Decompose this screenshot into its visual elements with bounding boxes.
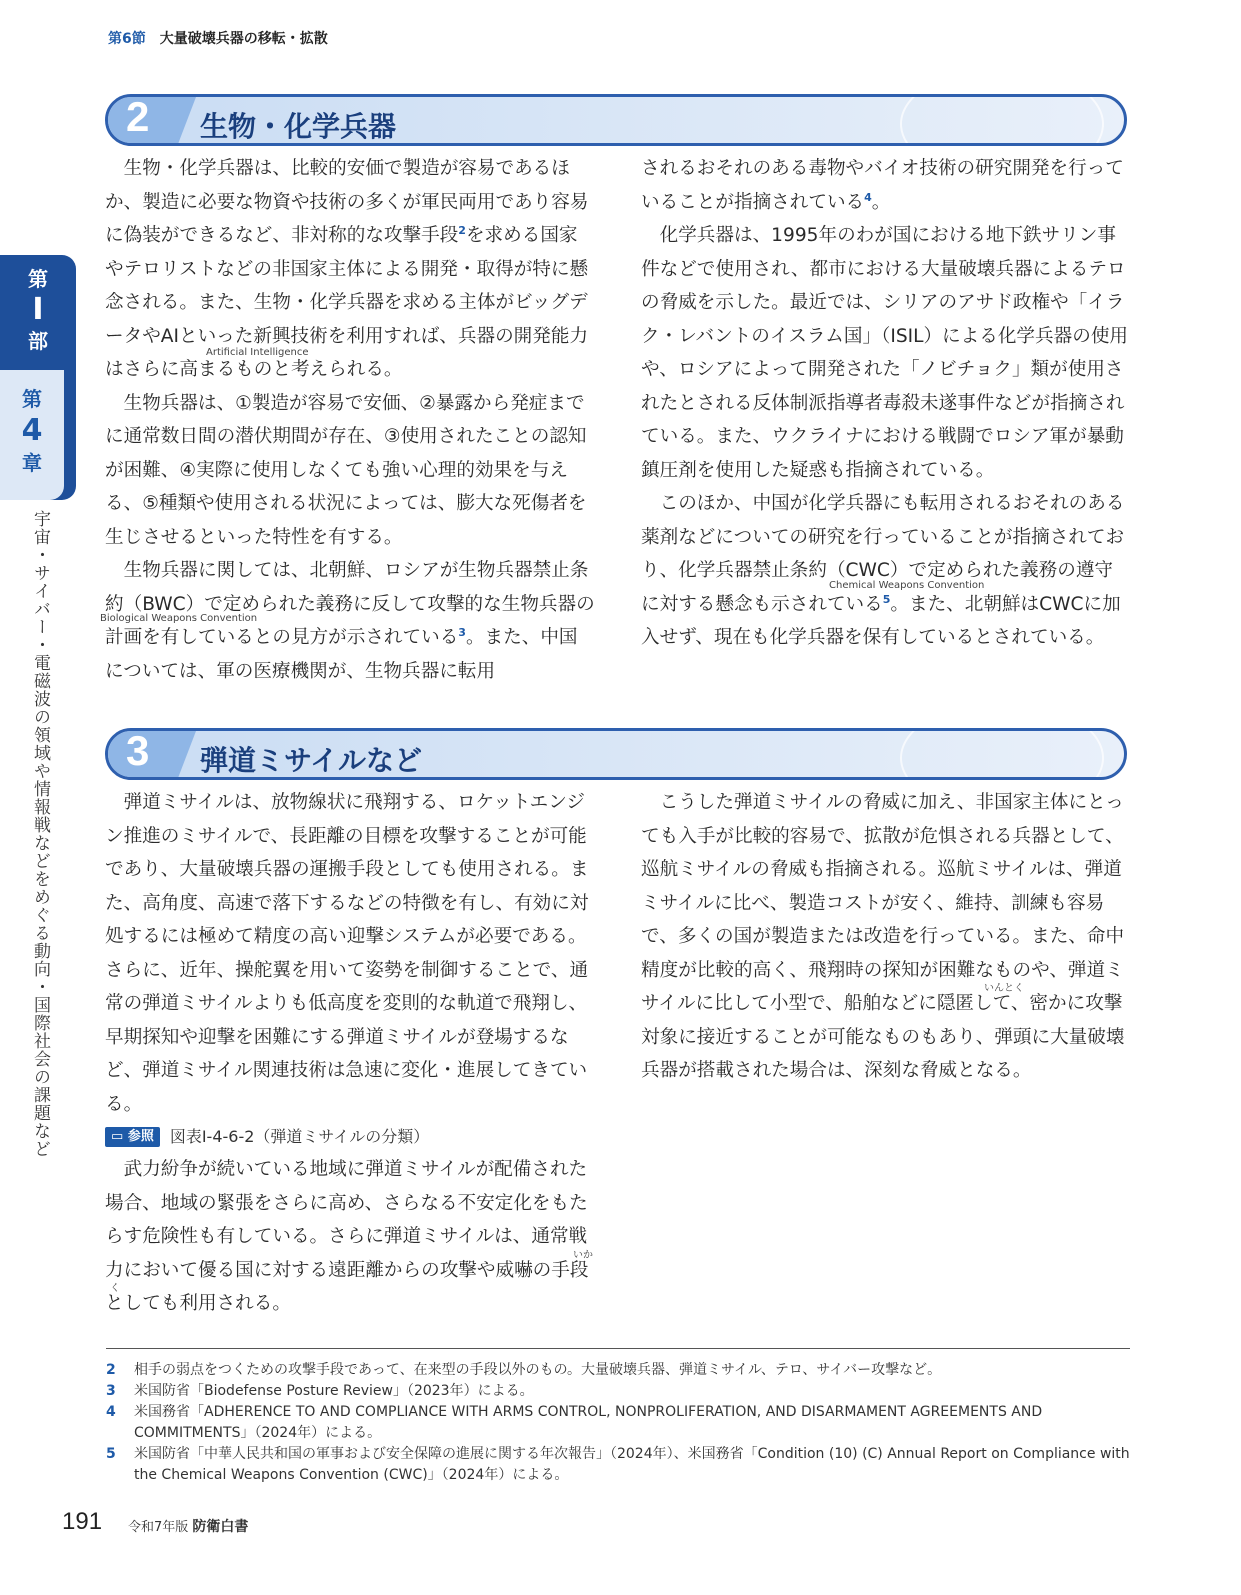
paragraph: されるおそれのある毒物やバイオ技術の研究開発を行っていることが指摘されている$^4$。 bbox=[641, 158, 1124, 213]
footnote-ref[interactable]: 4 bbox=[864, 190, 872, 204]
footnotes bbox=[106, 1360, 1130, 1486]
section-title: 生物・化学兵器 bbox=[200, 110, 397, 143]
part-prefix: 第 bbox=[28, 267, 48, 291]
footnote: 3 米国防省「Biodefense Posture Review」（2023年）による。 bbox=[106, 1383, 534, 1399]
ruby-intoku: いんとく bbox=[984, 983, 1024, 994]
section-3-right-column bbox=[641, 786, 1131, 1088]
paragraph: このほか、中国が化学兵器にも転用されるおそれのある薬剤などについての研究を行っていることが指摘されており、化学兵器禁止条約（CWC）で定められた義務の遵守に対する懸念も示されている$^5$。また、北朝鮮はCWCに加入せず、現在も化学兵器を保有しているとされている。 bbox=[641, 493, 1125, 648]
publication-info: 令和7年版 防衛白書 bbox=[128, 1519, 249, 1535]
paragraph: こうした弾道ミサイルの脅威に加え、非国家主体にとっても入手が比較的容易で、拡散が危惧される兵器として、巡航ミサイルの脅威も指摘される。巡航ミサイルは、弾道ミサイルに比べ、製造コストが安く、維持、訓練も容易で、多くの国が製造または改造を行っている。また、命中精度が比較的高く、飛翔時の探知が困難なものや、弾道ミサイルに比して小型で、船舶などに隠匿して、密かに攻撃対象に接近することが可能なものもあり、弾頭に大量破壊兵器が搭載された場合は、深刻な脅威となる。 bbox=[641, 792, 1125, 1081]
footnote: 5 米国防省「中華人民共和国の軍事および安全保障の進展に関する年次報告」（2024年）、米国務省「Condition (10) (C) Annual Report on Compliance with the Chemical Weapons Convention (CWC)」（2024年）による。 bbox=[106, 1446, 1130, 1483]
chapter-title-vertical: 宇宙・サイバー・電磁波の領域や情報戦などをめぐる動向・国際社会の課題など bbox=[30, 510, 50, 1158]
chapter-prefix: 第 bbox=[22, 387, 42, 411]
paragraph: 生物・化学兵器は、比較的安価で製造が容易であるほか、製造に必要な物資や技術の多くが軍民両用であり容易に偽装ができるなど、非対称的な攻撃手段$^2$を求める国家やテロリストなどの非国家主体による開発・取得が特に懸念される。また、生物・化学兵器を求める主体がビッグデータやAIといった新興技術を利用すれば、兵器の開発能力はさらに高まるものと考えられる。 bbox=[105, 158, 589, 380]
decorative-swirl bbox=[900, 94, 1104, 146]
side-chapter-label bbox=[0, 385, 64, 477]
footnote: 4 米国務省「ADHERENCE TO AND COMPLIANCE WITH ARMS CONTROL, NONPROLIFERATION, AND DISARMAMENT AGREEMENTS AND COMMITMENTS」（2024年）による。 bbox=[106, 1404, 1043, 1441]
ruby-bwc: Biological Weapons Convention bbox=[100, 613, 258, 624]
side-part-label bbox=[0, 265, 76, 355]
footnote-ref[interactable]: 3 bbox=[458, 625, 466, 639]
ruby-ika: いか bbox=[573, 1250, 593, 1261]
footnote: 2 相手の弱点をつくための攻撃手段であって、在来型の手段以外のもの。大量破壊兵器、弾道ミサイル、テロ、サイバー攻撃など。 bbox=[106, 1362, 942, 1378]
ruby-ku: く bbox=[110, 1283, 120, 1294]
header-title: 大量破壊兵器の移転・拡散 bbox=[159, 31, 328, 47]
section-3-heading bbox=[105, 728, 1127, 780]
section-2-heading bbox=[105, 94, 1127, 146]
decorative-swirl bbox=[900, 728, 1104, 780]
section-2-left-column bbox=[105, 152, 595, 688]
reference-text: 図表Ⅰ-4-6-2（弾道ミサイルの分類） bbox=[169, 1127, 430, 1146]
paragraph: 武力紛争が続いている地域に弾道ミサイルが配備された場合、地域の緊張をさらに高め、さらなる不安定化をもたらす危険性も有している。さらに弾道ミサイルは、通常戦力において優る国に対する遠距離からの攻撃や威嚇の手段としても利用される。 bbox=[105, 1159, 589, 1314]
figure-reference[interactable] bbox=[105, 1121, 595, 1153]
section-number-bg bbox=[108, 97, 196, 143]
paragraph: 生物兵器は、①製造が容易で安価、②暴露から発症までに通常数日間の潜伏期間が存在、③使用されたことの認知が困難、④実際に使用しなくても強い心理的効果を与える、⑤種類や使用される状況によっては、膨大な死傷者を生じさせるといった特性を有する。 bbox=[105, 392, 587, 548]
part-suffix: 部 bbox=[28, 329, 48, 353]
ruby-cwc: Chemical Weapons Convention bbox=[829, 580, 985, 591]
chapter-suffix: 章 bbox=[22, 451, 42, 475]
footnote-ref[interactable]: 2 bbox=[458, 223, 466, 237]
footnote-ref[interactable]: 5 bbox=[882, 592, 891, 606]
section-title: 弾道ミサイルなど bbox=[200, 744, 423, 777]
paragraph: 弾道ミサイルは、放物線状に飛翔する、ロケットエンジン推進のミサイルで、長距離の目標を攻撃することが可能であり、大量破壊兵器の運搬手段としても使用される。また、高角度、高速で落下するなどの特徴を有し、有効に対処するには極めて精度の高い迎撃システムが必要である。さらに、近年、操舵翼を用いて姿勢を制御することで、通常の弾道ミサイルよりも低高度を変則的な軌道で飛翔し、早期探知や迎撃を困難にする弾道ミサイルが登場するなど、弾道ミサイル関連技術は急速に変化・進展してきている。 bbox=[105, 792, 589, 1115]
ruby-ai: Artificial Intelligence bbox=[206, 347, 309, 358]
page-number: 191 bbox=[62, 1508, 103, 1535]
section-number: 2 bbox=[126, 94, 150, 140]
footnote-divider bbox=[106, 1348, 1130, 1349]
running-header bbox=[108, 28, 328, 48]
part-number: I bbox=[32, 292, 44, 327]
paragraph: 生物兵器に関しては、北朝鮮、ロシアが生物兵器禁止条約（BWC）で定められた義務に反して攻撃的な生物兵器の計画を有しているとの見方が示されている$^3$。また、中国については、軍の医療機関が、生物兵器に転用 bbox=[105, 560, 595, 682]
section-number-bg bbox=[108, 731, 196, 777]
header-section: 第6節 bbox=[108, 31, 146, 47]
section-number: 3 bbox=[126, 728, 150, 774]
book-icon: ▭ bbox=[111, 1129, 128, 1144]
section-3-left-column bbox=[105, 786, 595, 1321]
reference-badge: ▭ 参照 bbox=[105, 1127, 160, 1147]
chapter-number: 4 bbox=[21, 413, 43, 448]
paragraph: 化学兵器は、1995年のわが国における地下鉄サリン事件などで使用され、都市における大量破壊兵器によるテロの脅威を示した。最近では、シリアのアサド政権や「イラク・レバントのイスラム国」（ISIL）による化学兵器の使用や、ロシアによって開発された「ノビチョク」類が使用されたとされる反体制派指導者毒殺未遂事件などが指摘されている。また、ウクライナにおける戦闘でロシア軍が暴動鎮圧剤を使用した疑惑も指摘されている。 bbox=[641, 225, 1129, 481]
